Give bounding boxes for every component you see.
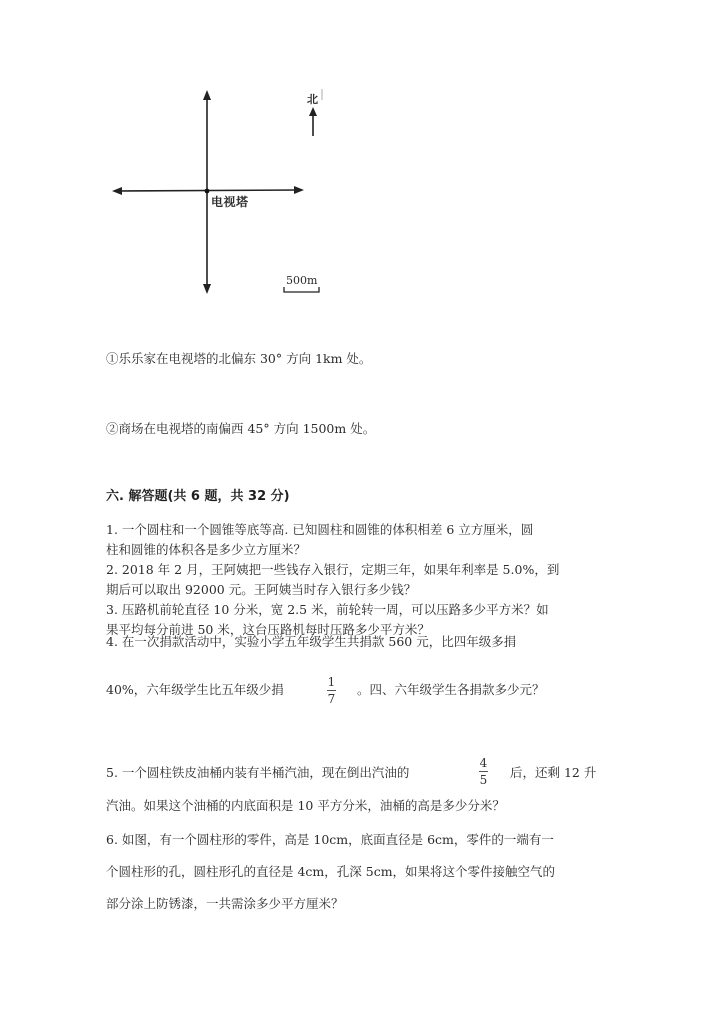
question-3-line-2: 果平均每分前进 50 米，这台压路机每时压路多少平方米？ bbox=[106, 622, 430, 637]
question-2 bbox=[106, 560, 626, 600]
fraction-denominator: 5 bbox=[479, 773, 488, 787]
question-4-line-2a: 40%，六年级学生比五年级少捐 bbox=[106, 682, 284, 697]
fraction-one-seventh bbox=[327, 675, 336, 706]
question-3-line-1: 3. 压路机前轮直径 10 分米，宽 2.5 米，前轮转一周，可以压路多少平方米？如 bbox=[106, 602, 549, 617]
item-lele-home: ①乐乐家在电视塔的北偏东 30° 方向 1km 处。 bbox=[106, 351, 372, 366]
fraction-numerator: 1 bbox=[327, 675, 336, 689]
tv-tower-label: 电视塔 bbox=[211, 195, 249, 209]
fraction-denominator: 7 bbox=[327, 692, 336, 706]
question-5-line-1a: 5. 一个圆柱铁皮油桶内装有半桶汽油，现在倒出汽油的 bbox=[106, 765, 410, 780]
question-1-line-2: 柱和圆锥的体积各是多少立方厘米？ bbox=[106, 542, 307, 557]
fraction-four-fifths bbox=[479, 756, 488, 787]
fraction-bar bbox=[327, 690, 336, 691]
question-1 bbox=[106, 520, 626, 560]
scale-label: 500m bbox=[286, 274, 318, 287]
question-1-line-1: 1. 一个圆柱和一个圆锥等底等高. 已知圆柱和圆锥的体积相差 6 立方厘米，圆 bbox=[106, 522, 534, 537]
fraction-numerator: 4 bbox=[479, 756, 488, 770]
question-4-line-1: 4. 在一次捐款活动中，实验小学五年级学生共捐款 560 元，比四年级多捐 bbox=[106, 634, 517, 649]
question-2-line-2: 期后可以取出 92000 元。王阿姨当时存入银行多少钱？ bbox=[106, 582, 417, 597]
question-6-line-2: 个圆柱形的孔，圆柱形孔的直径是 4cm，孔深 5cm，如果将这个零件接触空气的 bbox=[106, 864, 556, 879]
question-5-line-2: 汽油。如果这个油桶的内底面积是 10 平方分米，油桶的高是多少分米？ bbox=[106, 798, 505, 813]
question-2-line-1: 2. 2018 年 2 月，王阿姨把一些钱存入银行，定期三年，如果年利率是 5.0%，到 bbox=[106, 562, 560, 577]
question-6-line-1: 6. 如图，有一个圆柱形的零件，高是 10cm，底面直径是 6cm，零件的一端有一 bbox=[106, 832, 554, 847]
question-6-line-3: 部分涂上防锈漆，一共需涂多少平方厘米？ bbox=[106, 896, 344, 911]
question-5-line-1b: 后，还剩 12 升 bbox=[510, 765, 597, 780]
question-4-line-2b: 。四、六年级学生各捐款多少元？ bbox=[357, 682, 545, 697]
fraction-bar bbox=[479, 771, 488, 772]
section-title: 六. 解答题(共 6 题，共 32 分) bbox=[106, 489, 290, 504]
north-label: 北 bbox=[307, 93, 318, 106]
item-mall: ②商场在电视塔的南偏西 45° 方向 1500m 处。 bbox=[106, 421, 376, 436]
direction-diagram bbox=[100, 80, 350, 310]
